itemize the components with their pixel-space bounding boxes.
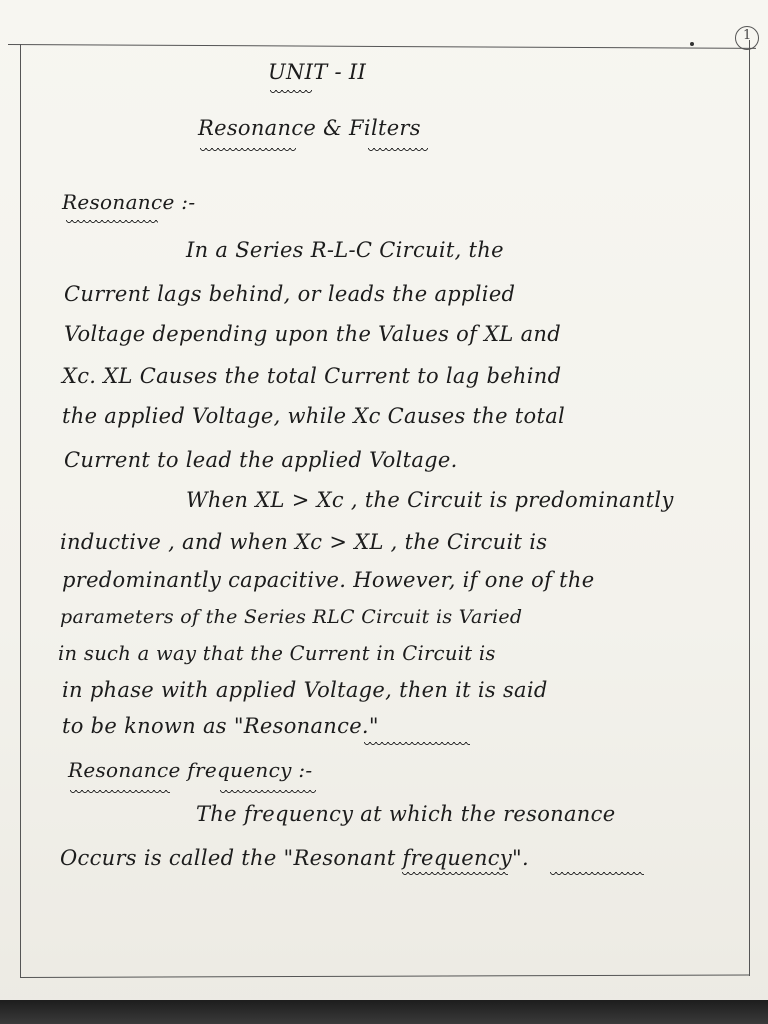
text-line: The frequency at which the resonance — [196, 802, 616, 826]
resonance-freq-underline-1 — [70, 790, 170, 796]
page-title: Resonance & Filters — [198, 116, 421, 140]
resonance-quote-underline — [364, 742, 470, 748]
text-line: the applied Voltage, while Xc Causes the total — [62, 404, 566, 428]
page-border-top — [8, 44, 756, 49]
text-line: Current lags behind, or leads the applied — [64, 282, 516, 306]
page-border-bottom — [20, 974, 750, 978]
page-number-circle — [735, 26, 759, 50]
resonance-underline — [66, 220, 158, 226]
section-heading-resonance: Resonance :- — [62, 190, 196, 214]
unit-underline — [270, 90, 312, 96]
text-line: predominantly capacitive. However, if one of the — [62, 568, 595, 592]
unit-heading: UNIT - II — [268, 60, 367, 84]
text-line: to be known as "Resonance." — [62, 714, 379, 738]
text-line: Voltage depending upon the Values of XL and — [64, 322, 561, 346]
page-number: 1 — [743, 28, 752, 43]
text-line: Xc. XL Causes the total Current to lag behind — [62, 364, 562, 388]
title-underline-1 — [200, 148, 296, 154]
page-border-right — [749, 40, 750, 976]
page-border-left — [20, 44, 21, 978]
page-bottom-shadow — [0, 1000, 768, 1024]
resonant-underline — [402, 872, 508, 878]
ink-dot — [690, 42, 694, 46]
section-heading-resonance-frequency: Resonance frequency :- — [68, 758, 313, 782]
frequency-underline — [550, 872, 644, 878]
text-line: Current to lead the applied Voltage. — [64, 448, 458, 472]
text-line: When XL > Xc , the Circuit is predominantly — [186, 488, 674, 512]
text-line: in such a way that the Current in Circuit is — [58, 642, 496, 665]
text-line: Occurs is called the "Resonant frequency". — [60, 846, 529, 870]
text-line: in phase with applied Voltage, then it is said — [62, 678, 548, 702]
text-line: parameters of the Series RLC Circuit is Varied — [60, 606, 523, 628]
resonance-freq-underline-2 — [220, 790, 316, 796]
text-line: In a Series R-L-C Circuit, the — [186, 238, 504, 262]
text-line: inductive , and when Xc > XL , the Circuit is — [60, 530, 548, 554]
title-underline-2 — [368, 148, 428, 154]
